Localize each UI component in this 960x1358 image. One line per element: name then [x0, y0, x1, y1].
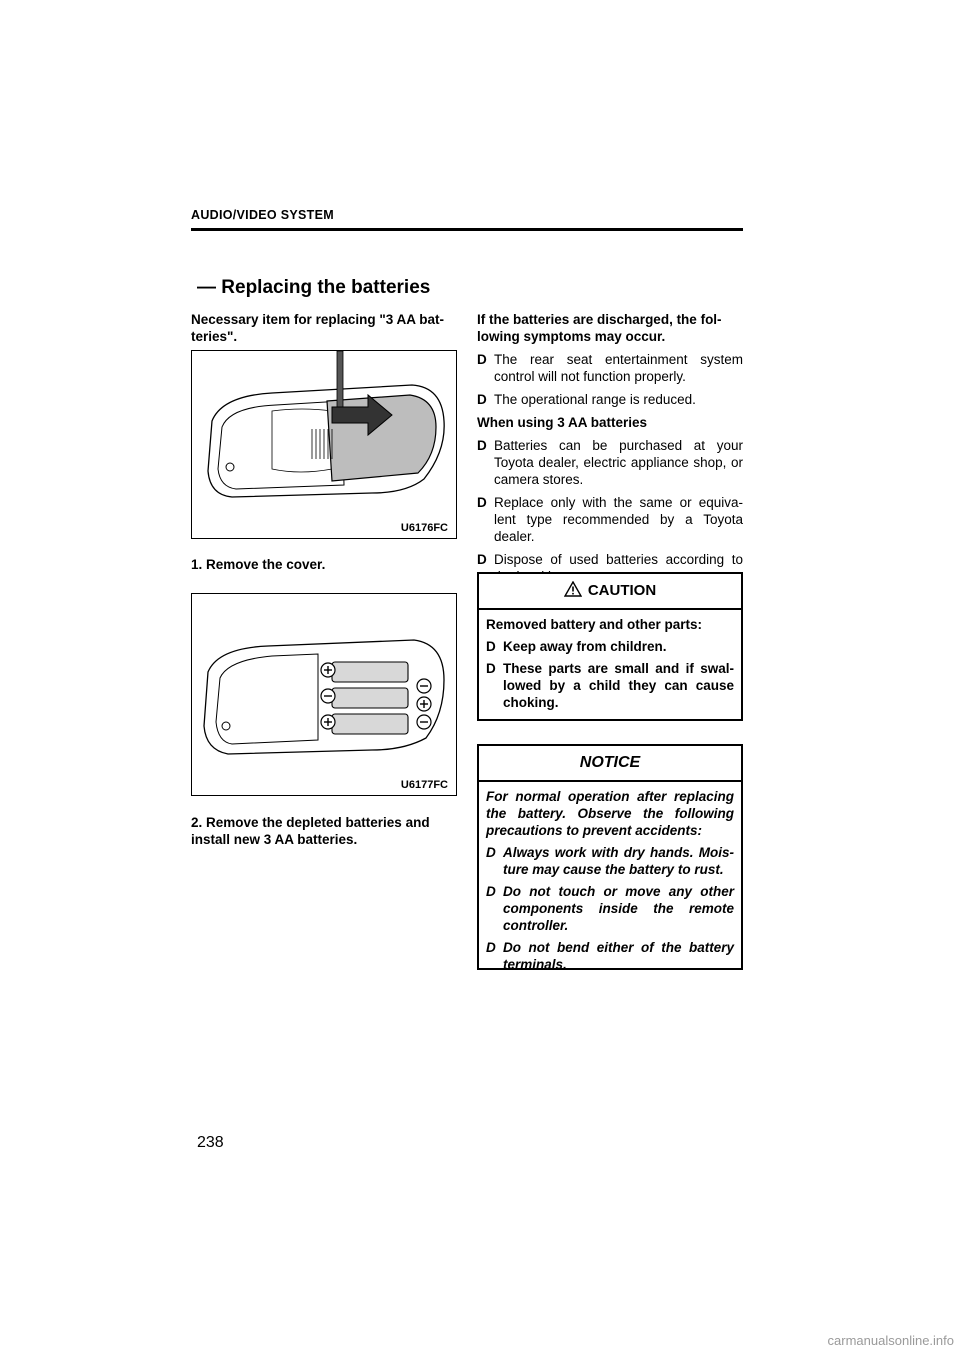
notice-intro: For normal operation after replacing the battery. Observe the following precautions to prevent accidents:: [486, 789, 734, 838]
list-item: D Do not touch or move any other components inside the remote controller.: [486, 884, 734, 933]
bullet: D: [477, 552, 487, 567]
watermark: carmanualsonline.info: [827, 1333, 954, 1348]
remote-cover-illustration: [192, 351, 456, 538]
figure-code: U6177FC: [400, 779, 448, 791]
list-item: D The operational range is reduced.: [477, 392, 696, 407]
remove-cover-figure: [191, 350, 457, 539]
discharge-intro: If the batteries are discharged, the fol-lowing symptoms may occur.: [477, 312, 722, 344]
bullet: D: [477, 495, 487, 510]
list-item: D Replace only with the same or equiva-lent type recommended by a Toyota dealer.: [477, 495, 743, 544]
list-item: D Dispose of used batteries according to: [477, 552, 743, 567]
bullet: D: [486, 661, 496, 676]
aa-heading: When using 3 AA batteries: [477, 415, 648, 430]
bullet: D: [486, 845, 496, 860]
caution-box: [477, 572, 743, 721]
bullet: D: [486, 639, 496, 654]
caution-intro: Removed battery and other parts:: [486, 617, 703, 632]
list-item: D Batteries can be purchased at your Toyota dealer, electric appliance shop, or camera stores.: [477, 438, 743, 487]
figure-code: U6176FC: [400, 522, 448, 534]
right-column: [477, 311, 743, 585]
running-header: AUDIO/VIDEO SYSTEM: [191, 208, 334, 222]
section-title: — Replacing the batteries: [197, 277, 431, 298]
list-item: D Do not bend either of the battery terminals.: [486, 940, 734, 972]
caution-header: [479, 574, 741, 610]
necessary-item-text: Necessary item for replacing "3 AA bat-teries".: [191, 312, 444, 344]
page-number: 238: [197, 1134, 224, 1151]
list-item: D These parts are small and if swal-lowed by a child they can cause choking.: [486, 661, 734, 710]
bullet: D: [486, 940, 496, 955]
step-2: 2. Remove the depleted batteries and install new 3 AA batteries.: [191, 815, 430, 847]
bullet: D: [477, 392, 487, 407]
list-item: D Keep away from children.: [486, 639, 667, 654]
bullet: D: [477, 352, 487, 367]
bullet: D: [477, 438, 487, 453]
step-1: 1. Remove the cover.: [191, 557, 326, 572]
replace-batteries-figure: [191, 593, 457, 796]
list-item: D Always work with dry hands. Mois-ture may cause the battery to rust.: [486, 845, 734, 877]
header-rule: [191, 228, 743, 231]
warning-icon: [564, 581, 582, 597]
bullet: D: [486, 884, 496, 899]
notice-box: [477, 744, 743, 970]
caution-title: CAUTION: [587, 582, 657, 599]
list-item: D The rear seat entertainment system control will not function properly.: [477, 352, 743, 384]
battery-compartment-illustration: [192, 594, 456, 795]
notice-title: NOTICE: [479, 746, 741, 782]
